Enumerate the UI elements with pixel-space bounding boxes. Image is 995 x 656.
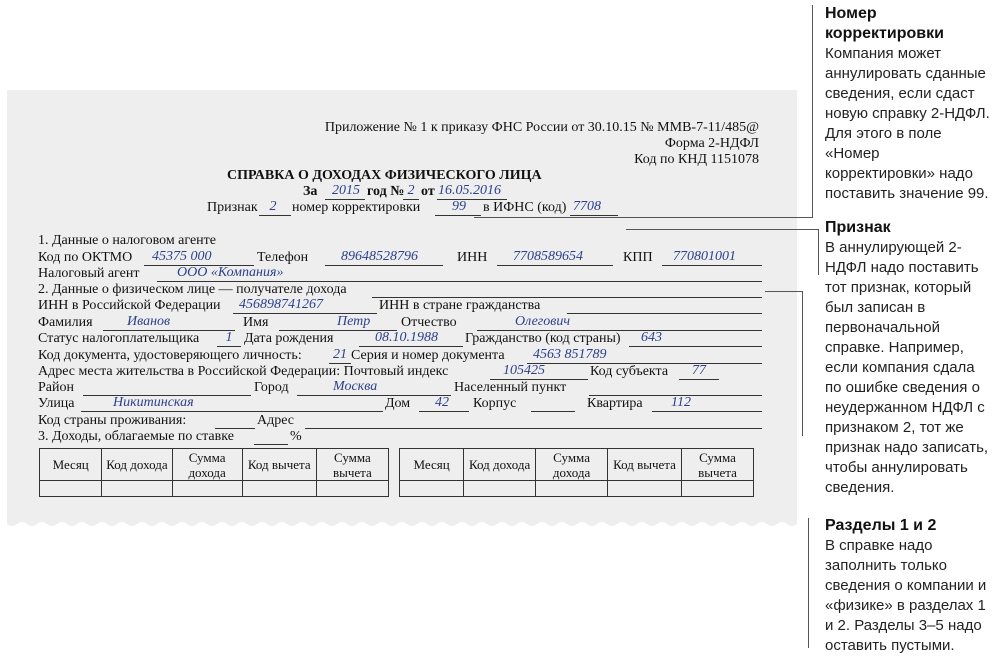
note-correction-title: Номер корректировки (825, 5, 944, 42)
region-value: 77 (692, 363, 706, 378)
name-label: Имя (243, 315, 269, 330)
agent-name-value: ООО «Компания» (177, 265, 284, 280)
doc-series-label: Серия и номер документа (351, 348, 505, 363)
torn-edge (7, 520, 797, 528)
status-value: 1 (225, 330, 233, 345)
table-cell[interactable] (242, 481, 316, 497)
region-label: Код субъекта (590, 364, 669, 379)
percent-sign: % (290, 429, 302, 444)
form-2ndfl (7, 90, 797, 522)
table-cell[interactable] (681, 481, 753, 497)
title-za: За (303, 184, 318, 199)
status-label: Статус налогоплательщика (38, 331, 200, 346)
inn-rf-value: 456898741267 (239, 297, 323, 312)
note-priznak-text: В аннулирующей 2-НДФЛ надо поставить тот признак, который был записан в первоначальной справке. Например, если компания сдала по ошибке сведения о неудержанном НДФЛ с признаком 2, тот же признак надо записать, чтобы аннулировать сведения. (825, 239, 989, 496)
house-label: Дом (385, 396, 411, 411)
surname-label: Фамилия (38, 315, 93, 330)
oktmo-value: 45375 000 (152, 249, 212, 264)
callout-bracket-4 (808, 518, 809, 648)
note-sections-text: В справке надо заполнить только сведения о компании и «физике» в разделах 1 и 2. Разделы 3–5 надо оставить пустыми. (825, 537, 987, 654)
district-label: Район (38, 380, 74, 395)
col-deduction-sum: Сумма вычета (681, 449, 753, 481)
section-3-title: 3. Доходы, облагаемые по ставке (38, 429, 234, 444)
flat-label: Квартира (587, 396, 643, 411)
income-table-left (39, 448, 389, 497)
patronymic-value: Олегович (515, 314, 570, 329)
note-sections-title: Разделы 1 и 2 (825, 517, 937, 534)
flat-value: 112 (671, 395, 691, 410)
table-cell[interactable] (536, 481, 608, 497)
callout-bracket-3 (802, 291, 803, 436)
locality-label: Населенный пункт (454, 380, 567, 395)
table-cell[interactable] (464, 481, 536, 497)
note-priznak-title: Признак (825, 219, 891, 236)
callout-line-3 (765, 291, 803, 292)
house-value: 42 (435, 395, 449, 410)
country-label: Код страны проживания: (38, 413, 187, 428)
callout-line-2 (626, 229, 818, 230)
street-value: Никитинская (113, 395, 194, 410)
callout-line-1 (474, 217, 813, 218)
phone-value: 89648528796 (341, 249, 418, 264)
header-appendix: Приложение № 1 к приказу ФНС России от 30.10.15 № ММВ-7-11/485@ (324, 120, 759, 135)
col-deduction-code: Код вычета (242, 449, 316, 481)
street-label: Улица (38, 396, 75, 411)
correction-value: 99 (452, 199, 466, 214)
title-year-value: 2015 (332, 183, 360, 198)
form-title: СПРАВКА О ДОХОДАХ ФИЗИЧЕСКОГО ЛИЦА (227, 168, 542, 183)
building-label: Корпус (473, 396, 517, 411)
citizenship-value: 643 (641, 330, 662, 345)
inn-rf-label: ИНН в Российской Федерации (38, 298, 221, 313)
patronymic-label: Отчество (401, 315, 457, 330)
section-1-title: 1. Данные о налоговом агенте (38, 233, 216, 248)
agent-inn-value: 7708589654 (513, 249, 583, 264)
priznak-value: 2 (269, 199, 277, 214)
col-deduction-code: Код вычета (608, 449, 682, 481)
ifns-value: 7708 (573, 199, 601, 214)
addr-label: Адрес (257, 413, 295, 428)
table-cell[interactable] (316, 481, 388, 497)
table-cell[interactable] (608, 481, 682, 497)
section-2-title: 2. Данные о физическом лице — получателе дохода (38, 282, 347, 297)
phone-label: Телефон (257, 250, 309, 265)
table-cell[interactable] (40, 481, 102, 497)
note-priznak (825, 218, 993, 498)
birth-label: Дата рождения (244, 331, 334, 346)
col-income-sum: Сумма дохода (536, 449, 608, 481)
note-correction (825, 4, 993, 204)
name-value: Петр (337, 314, 371, 329)
col-income-code: Код дохода (464, 449, 536, 481)
kpp-value: 770801001 (673, 249, 736, 264)
agent-name-label: Налоговый агент (38, 266, 140, 281)
col-income-code: Код дохода (102, 449, 172, 481)
citizenship-label: Гражданство (код страны) (465, 331, 621, 346)
agent-inn-label: ИНН (457, 250, 488, 265)
priznak-label: Признак (207, 200, 258, 215)
ifns-label: в ИФНС (код) (483, 200, 567, 215)
doc-series-value: 4563 851789 (533, 347, 607, 362)
title-from: от (421, 184, 435, 199)
col-deduction-sum: Сумма вычета (316, 449, 388, 481)
zip-value: 105425 (503, 363, 545, 378)
col-month: Месяц (40, 449, 102, 481)
note-sections (825, 516, 993, 656)
table-cell[interactable] (102, 481, 172, 497)
callout-bracket-2 (818, 229, 819, 275)
birth-value: 08.10.1988 (375, 330, 438, 345)
income-table-right (399, 448, 754, 497)
title-date-value: 16.05.2016 (438, 183, 501, 198)
city-label: Город (254, 380, 289, 395)
city-value: Москва (333, 379, 378, 394)
inn-citizenship-label: ИНН в стране гражданства (379, 298, 541, 313)
correction-label: номер корректировки (292, 200, 421, 215)
kpp-label: КПП (623, 250, 653, 265)
col-month: Месяц (400, 449, 464, 481)
table-cell[interactable] (172, 481, 242, 497)
header-form: Форма 2-НДФЛ (664, 136, 759, 151)
doc-code-value: 21 (333, 347, 347, 362)
title-year-label: год № (367, 184, 405, 199)
oktmo-label: Код по ОКТМО (38, 250, 133, 265)
callout-bracket-1 (812, 5, 813, 217)
doc-label: Код документа, удостоверяющего личность: (38, 348, 302, 363)
col-income-sum: Сумма дохода (172, 449, 242, 481)
header-knd: Код по КНД 1151078 (634, 152, 759, 167)
address-label: Адрес места жительства в Российской Федерации: Почтовый индекс (38, 364, 449, 379)
title-number-value: 2 (407, 183, 415, 198)
note-correction-text: Компания может аннулировать сданные сведения, если сдаст новую справку 2-НДФЛ. Для этого в поле «Номер корректировки» надо поставить значение 99. (825, 45, 990, 202)
table-cell[interactable] (400, 481, 464, 497)
surname-value: Иванов (127, 314, 171, 329)
